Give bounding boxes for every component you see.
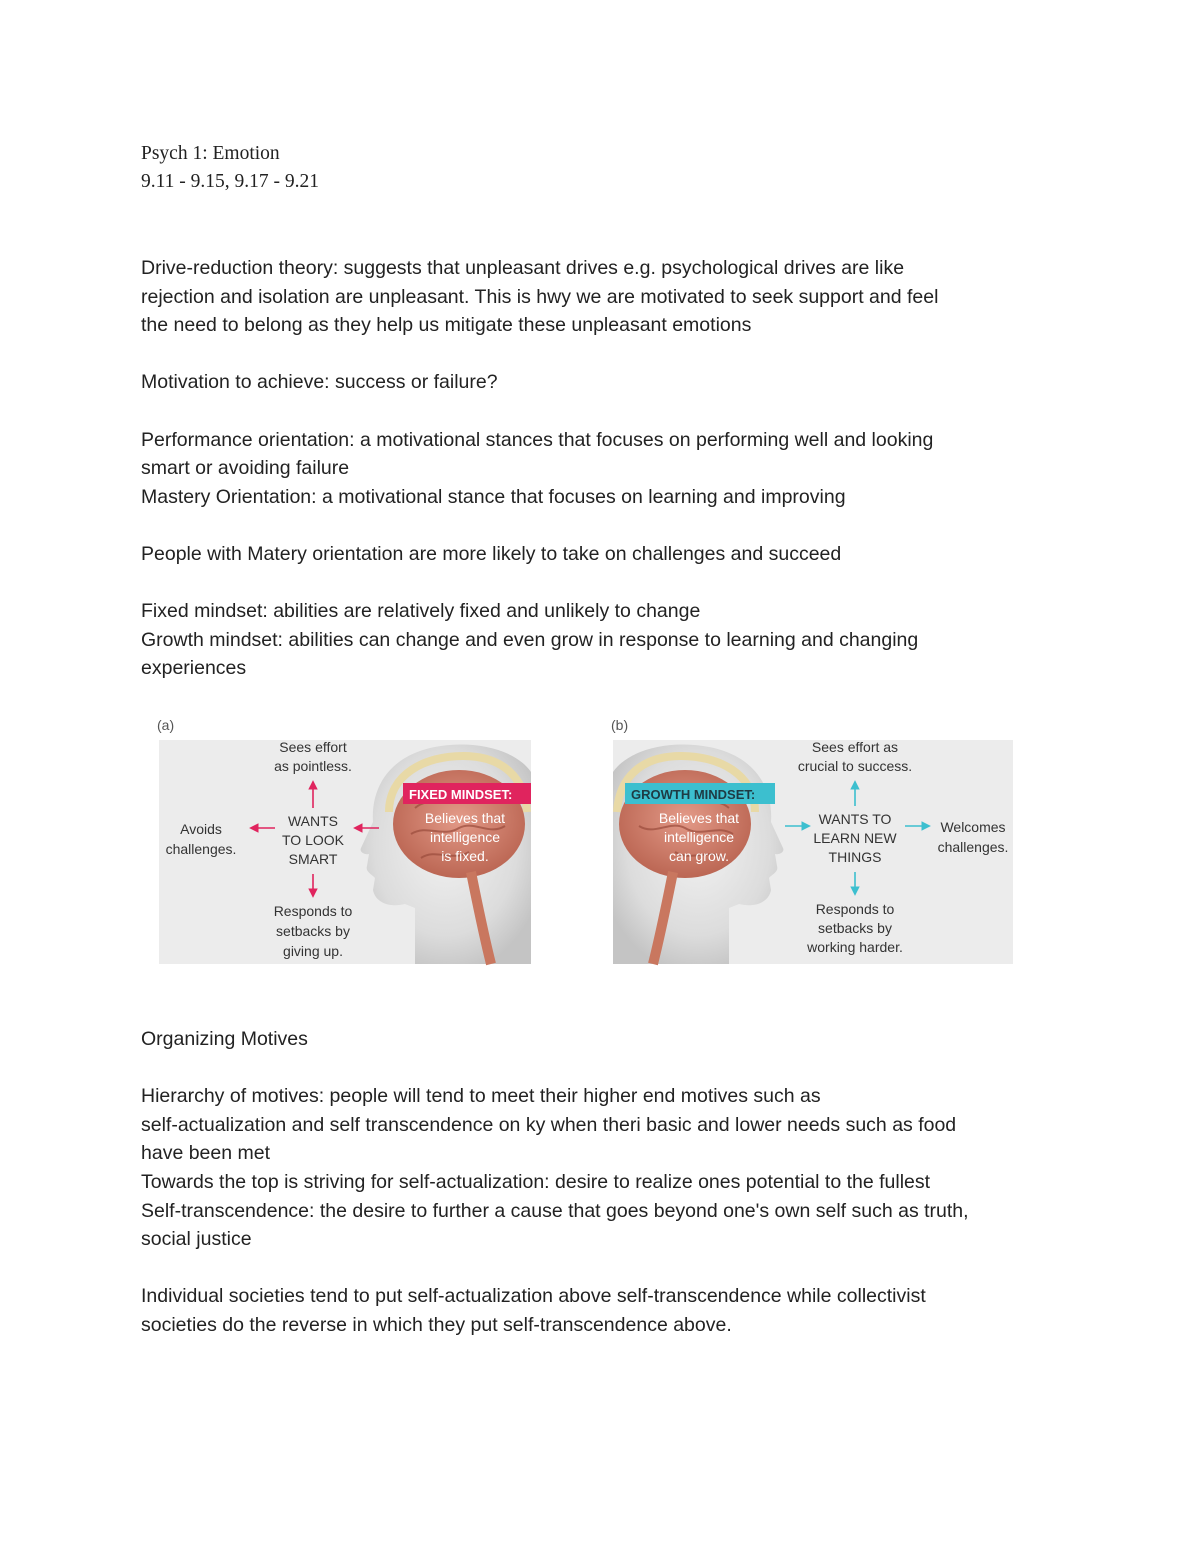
panel-a-center-line-2: TO LOOK <box>282 832 344 848</box>
growth-mindset-line-1: Growth mindset: abilities can change and even grow in response to learning and changing <box>141 628 919 651</box>
notes-section-organizing-motives <box>141 1025 1081 1340</box>
panel-a-top-line-1: Sees effort <box>279 739 347 755</box>
panel-b-brain-line-1: Believes that <box>658 810 740 826</box>
panel-b-top-line-1: Sees effort as <box>811 739 899 755</box>
panel-a-bottom-line-3: giving up. <box>283 943 343 959</box>
section-heading-organizing-motives: Organizing Motives <box>141 1028 308 1050</box>
fixed-mindset-badge-text: FIXED MINDSET: <box>409 787 513 802</box>
panel-b-top-line-2: crucial to success. <box>797 758 913 774</box>
panel-b-bottom-line-1: Responds to <box>815 901 895 917</box>
drive-reduction-line-1: Drive-reduction theory: suggests that unpleasant drives e.g. psychological drives are like <box>141 257 905 279</box>
panel-b-brain-line-3: can grow. <box>669 848 729 864</box>
document-dates: 9.11 - 9.15, 9.17 - 9.21 <box>141 171 320 192</box>
panel-b-label: (b) <box>611 717 629 733</box>
panel-b-center-line-1: WANTS TO <box>818 811 892 827</box>
panel-a-top-line-2: as pointless. <box>274 758 352 774</box>
self-transcendence-line-2: social justice <box>141 1228 252 1251</box>
panel-a-brain-line-2: intelligence <box>429 829 501 845</box>
hierarchy-line-2: self-actualization and self transcendence on ky when theri basic and lower needs such as food <box>141 1113 957 1136</box>
hierarchy-line-1: Hierarchy of motives: people will tend to meet their higher end motives such as <box>141 1085 821 1108</box>
notes-section-motivation <box>141 254 1081 683</box>
panel-b <box>611 717 1013 964</box>
self-actualization-line: Towards the top is striving for self-actualization: desire to realize ones potential to the fullest <box>141 1170 931 1193</box>
motivation-question: Motivation to achieve: success or failure? <box>141 371 498 394</box>
panel-b-bottom-line-3: working harder. <box>807 939 903 955</box>
performance-orientation-line-1: Performance orientation: a motivational stances that focuses on performing well and looking <box>141 428 934 451</box>
mindset-figure <box>153 712 1019 968</box>
drive-reduction-line-2: rejection and isolation are unpleasant. This is hwy we are motivated to seek support and feel <box>141 285 939 308</box>
fixed-mindset-definition: Fixed mindset: abilities are relatively fixed and unlikely to change <box>141 600 701 623</box>
panel-a-center-line-3: SMART <box>288 851 338 867</box>
panel-b-side-line-2: challenges. <box>937 839 1009 855</box>
drive-reduction-line-3: the need to belong as they help us mitigate these unpleasant emotions <box>141 314 752 337</box>
hierarchy-line-3: have been met <box>141 1142 271 1165</box>
panel-a-side-line-1: Avoids <box>180 821 222 837</box>
panel-a-brain-line-3: is fixed. <box>441 848 489 864</box>
mastery-orientation: Mastery Orientation: a motivational stance that focuses on learning and improving <box>141 485 846 508</box>
panel-a-brain-line-1: Believes that <box>424 810 506 826</box>
panel-a-center-line-1: WANTS <box>287 813 339 829</box>
panel-b-bottom-line-2: setbacks by <box>818 920 892 936</box>
panel-b-side-line-1: Welcomes <box>940 819 1006 835</box>
panel-b-brain-line-2: intelligence <box>663 829 735 845</box>
societies-line-2: societies do the reverse in which they put self-transcendence above. <box>141 1313 732 1336</box>
document-title: Psych 1: Emotion <box>141 143 280 164</box>
panel-a <box>157 717 531 964</box>
panel-b-center-line-3: THINGS <box>828 849 882 865</box>
panel-a-label: (a) <box>157 717 175 733</box>
growth-mindset-line-2: experiences <box>141 657 247 680</box>
panel-a-bottom-line-1: Responds to <box>273 903 353 919</box>
document-header <box>141 140 319 196</box>
panel-a-bottom-line-2: setbacks by <box>276 923 350 939</box>
societies-line-1: Individual societies tend to put self-actualization above self-transcendence while collectivist <box>141 1285 926 1308</box>
mastery-outcome: People with Matery orientation are more likely to take on challenges and succeed <box>141 542 842 565</box>
growth-mindset-badge-text: GROWTH MINDSET: <box>631 787 756 802</box>
panel-a-side-line-2: challenges. <box>165 841 237 857</box>
performance-orientation-line-2: smart or avoiding failure <box>141 457 350 480</box>
self-transcendence-line-1: Self-transcendence: the desire to further a cause that goes beyond one's own self such as truth, <box>141 1199 969 1222</box>
panel-b-center-line-2: LEARN NEW <box>813 830 897 846</box>
